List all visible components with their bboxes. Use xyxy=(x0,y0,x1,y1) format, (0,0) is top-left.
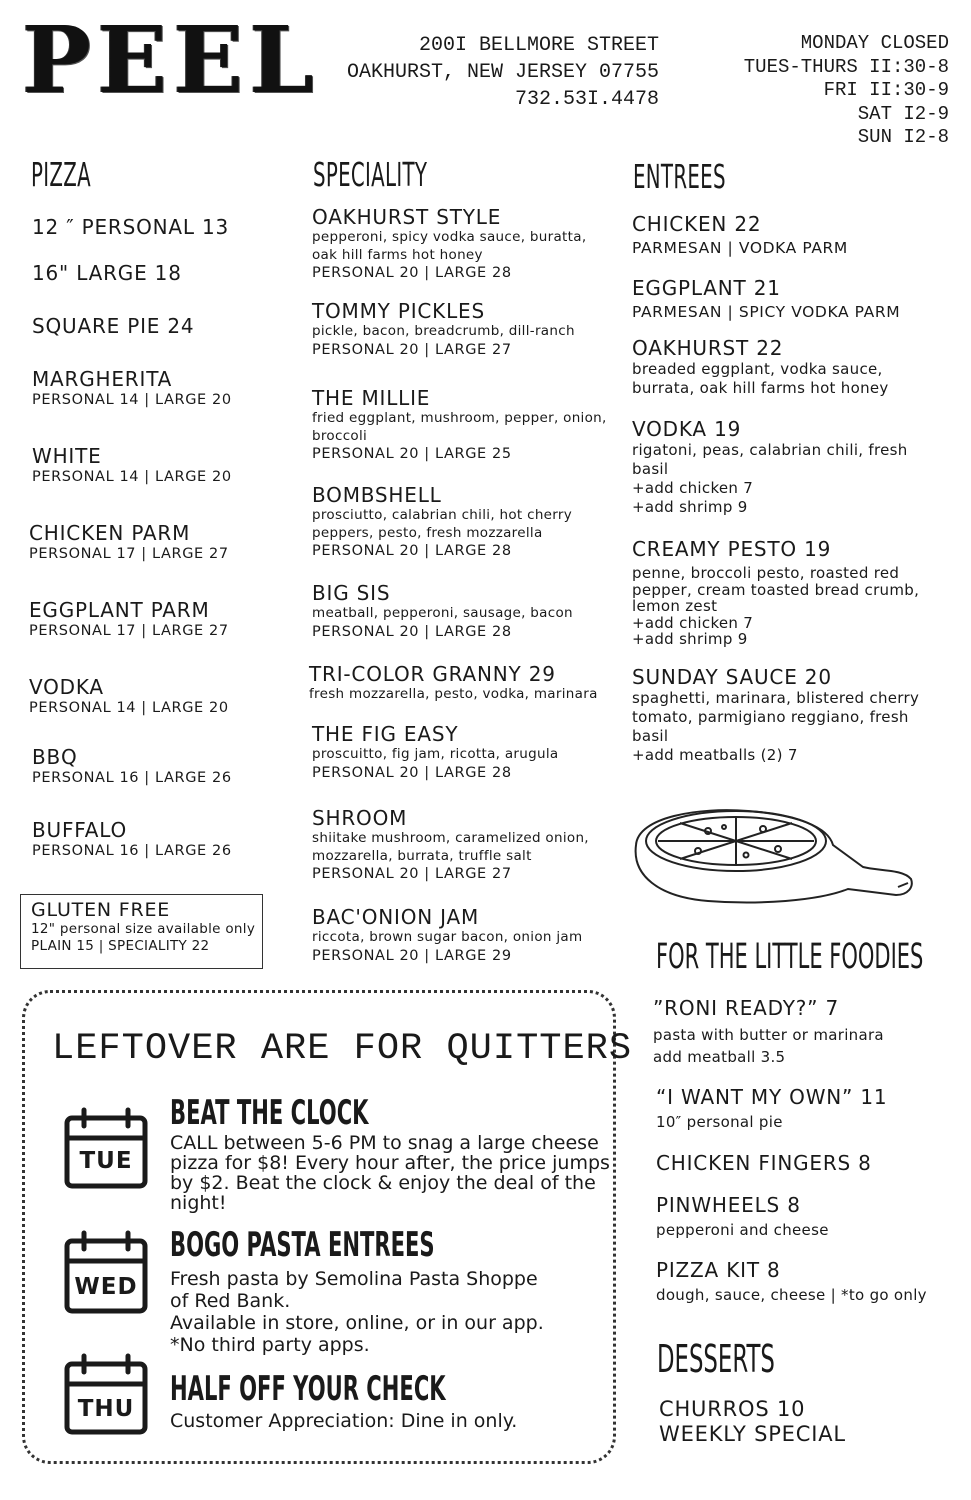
menu-item xyxy=(29,521,229,564)
item-name: PIZZA KIT 8 xyxy=(656,1258,781,1282)
item-description: basil xyxy=(632,727,669,745)
calendar-icon xyxy=(62,1229,150,1315)
item-name: CHICKEN FINGERS 8 xyxy=(656,1151,872,1175)
promo-title: LEFTOVER ARE FOR QUITTERS xyxy=(52,1028,633,1070)
item-name: SHROOM xyxy=(312,806,408,830)
menu-item xyxy=(32,444,232,487)
item-name: TOMMY PICKLES xyxy=(312,299,485,323)
item-name: GLUTEN FREE xyxy=(31,899,171,921)
menu-item xyxy=(312,905,582,965)
item-description: dough, sauce, cheese | *to go only xyxy=(656,1286,927,1304)
address-block xyxy=(347,32,659,113)
item-prices: PERSONAL 16 | LARGE 26 xyxy=(32,770,232,786)
item-prices: PERSONAL 20 | LARGE 27 xyxy=(312,866,512,882)
item-name: BBQ xyxy=(32,745,78,769)
item-prices: PERSONAL 20 | LARGE 28 xyxy=(312,543,512,559)
item-prices: PERSONAL 17 | LARGE 27 xyxy=(29,623,229,639)
item-description: spaghetti, marinara, blistered cherry xyxy=(632,689,920,707)
item-addon: +add meatballs (2) 7 xyxy=(632,746,798,764)
menu-item xyxy=(632,417,908,517)
item-name: THE FIG EASY xyxy=(312,722,459,746)
item-prices: PLAIN 15 | SPECIALITY 22 xyxy=(31,938,210,954)
dessert-item: CHURROS 10 xyxy=(659,1397,806,1421)
item-prices: PERSONAL 17 | LARGE 27 xyxy=(29,546,229,562)
menu-item xyxy=(32,367,232,410)
menu-item xyxy=(29,675,229,718)
deal-text-line: Fresh pasta by Semolina Pasta Shoppe xyxy=(170,1268,538,1290)
item-name: 12 ″ PERSONAL 13 xyxy=(32,215,230,239)
logo: PEEL xyxy=(22,6,321,114)
menu-item xyxy=(32,314,194,338)
pizza-peel-illustration xyxy=(628,805,918,905)
item-addon: add meatball 3.5 xyxy=(653,1048,786,1066)
item-description: lemon zest xyxy=(632,597,718,615)
gluten-free-box xyxy=(20,894,263,969)
deal-title: HALF OFF YOUR CHECK xyxy=(170,1369,446,1409)
calendar-icon xyxy=(62,1352,150,1436)
menu-item xyxy=(632,665,919,765)
item-name: EGGPLANT 21 xyxy=(632,276,781,300)
deal-text-line: CALL between 5-6 PM to snag a large cheese xyxy=(170,1132,599,1154)
calendar-day-label: WED xyxy=(74,1274,138,1300)
speciality-section-title: SPECIALITY xyxy=(313,155,428,194)
hours-line: TUES-THURS II:30-8 xyxy=(743,55,949,78)
deal-text-line: pizza for $8! Every hour after, the price jumps xyxy=(170,1152,610,1174)
menu-item xyxy=(632,212,848,260)
hours-line: SUN I2-8 xyxy=(857,126,949,148)
item-description: 12" personal size available only xyxy=(31,921,256,937)
dessert-item: WEEKLY SPECIAL xyxy=(659,1422,846,1446)
item-description: oak hill farms hot honey xyxy=(312,246,483,263)
item-prices: PERSONAL 20 | LARGE 25 xyxy=(312,446,512,462)
item-description: mozzarella, burrata, truffle salt xyxy=(312,847,532,864)
menu-item xyxy=(632,336,889,398)
menu-item xyxy=(312,581,573,641)
menu-item xyxy=(312,483,572,560)
item-description: tomato, parmigiano reggiano, fresh xyxy=(632,708,909,726)
menu-item xyxy=(32,215,229,239)
deal-text-line: of Red Bank. xyxy=(170,1290,291,1312)
menu-item xyxy=(632,276,900,324)
item-name: VODKA xyxy=(29,675,104,699)
dessert-list xyxy=(659,1397,846,1447)
item-name: BAC'ONION JAM xyxy=(312,905,480,929)
item-description: riccota, brown sugar bacon, onion jam xyxy=(312,929,583,945)
menu-item xyxy=(312,722,558,782)
item-addon: +add chicken 7 xyxy=(632,479,754,497)
deal-description xyxy=(170,1268,544,1356)
deal-text-line: night! xyxy=(170,1192,227,1214)
item-addon: +add shrimp 9 xyxy=(632,498,748,516)
item-name: CREAMY PESTO 19 xyxy=(632,537,832,561)
item-name: BOMBSHELL xyxy=(312,483,442,507)
menu-item xyxy=(312,299,575,359)
item-name: SQUARE PIE 24 xyxy=(32,314,195,338)
item-description: fried eggplant, mushroom, pepper, onion, xyxy=(312,410,607,426)
item-description: penne, broccoli pesto, roasted red xyxy=(632,564,900,582)
item-prices: PERSONAL 20 | LARGE 28 xyxy=(312,764,512,781)
deal-description xyxy=(170,1411,517,1431)
menu-item xyxy=(656,1085,887,1133)
item-prices: PERSONAL 20 | LARGE 29 xyxy=(312,947,512,964)
item-name: PINWHEELS 8 xyxy=(656,1193,801,1217)
deal-text-line: Customer Appreciation: Dine in only. xyxy=(170,1410,518,1432)
item-prices: PERSONAL 14 | LARGE 20 xyxy=(29,700,229,716)
menu-item xyxy=(32,818,232,861)
item-prices: PERSONAL 20 | LARGE 27 xyxy=(312,341,512,358)
item-description: peppers, pesto, fresh mozzarella xyxy=(312,524,543,541)
deal-title: BOGO PASTA ENTREES xyxy=(170,1225,435,1265)
item-name: MARGHERITA xyxy=(32,367,173,391)
deal-text-line: *No third party apps. xyxy=(170,1334,370,1356)
item-prices: PERSONAL 14 | LARGE 20 xyxy=(32,469,232,485)
item-options: PARMESAN | SPICY VODKA PARM xyxy=(632,303,901,321)
pizza-section-title: PIZZA xyxy=(31,155,91,194)
menu-item xyxy=(312,205,586,282)
item-name: OAKHURST 22 xyxy=(632,336,784,360)
address-line: OAKHURST, NEW JERSEY 07755 xyxy=(346,61,659,84)
item-description: burrata, oak hill farms hot honey xyxy=(632,379,889,397)
item-name: THE MILLIE xyxy=(312,386,431,410)
item-description: breaded eggplant, vodka sauce, xyxy=(632,360,883,378)
item-options: PARMESAN | VODKA PARM xyxy=(632,239,848,257)
item-prices: PERSONAL 16 | LARGE 26 xyxy=(32,843,232,859)
item-addon: +add chicken 7 xyxy=(632,613,754,632)
item-name: EGGPLANT PARM xyxy=(29,598,210,622)
entrees-section-title: ENTREES xyxy=(633,157,726,196)
menu-item xyxy=(632,537,919,648)
item-description: prosciutto, calabrian chili, hot cherry xyxy=(312,507,573,523)
menu-item xyxy=(32,261,182,285)
hours-block xyxy=(744,32,949,150)
item-description: pasta with butter or marinara xyxy=(653,1026,884,1044)
item-description: 10″ personal pie xyxy=(656,1113,783,1131)
deal-description xyxy=(170,1133,610,1213)
item-name: VODKA 19 xyxy=(632,417,742,441)
address-line: 200I BELLMORE STREET xyxy=(418,34,659,57)
item-description: broccoli xyxy=(312,427,368,444)
calendar-day-label: THU xyxy=(77,1396,135,1422)
item-description: proscuitto, fig jam, ricotta, arugula xyxy=(312,746,559,762)
item-description: pepperoni and cheese xyxy=(656,1221,829,1239)
item-name: 16" LARGE 18 xyxy=(32,261,182,285)
calendar-icon xyxy=(62,1106,150,1190)
hours-line: FRI II:30-9 xyxy=(823,79,949,101)
menu-item xyxy=(656,1258,927,1306)
item-name: CHICKEN 22 xyxy=(632,212,762,236)
menu-item xyxy=(309,662,598,704)
hours-line: SAT I2-9 xyxy=(857,102,949,125)
item-name: BUFFALO xyxy=(32,818,127,842)
item-description: pepper, cream toasted bread crumb, xyxy=(632,580,920,599)
item-description: basil xyxy=(632,460,669,478)
item-prices: PERSONAL 14 | LARGE 20 xyxy=(32,392,232,408)
menu-item xyxy=(653,996,884,1068)
phone-number: 732.53I.4478 xyxy=(514,88,659,111)
item-description: pepperoni, spicy vodka sauce, buratta, xyxy=(312,229,587,245)
item-description: shiitake mushroom, caramelized onion, xyxy=(312,830,589,846)
menu-item xyxy=(32,745,232,788)
menu-item xyxy=(656,1151,872,1175)
menu-item xyxy=(29,598,229,641)
item-prices: PERSONAL 20 | LARGE 28 xyxy=(312,623,512,640)
item-name: BIG SIS xyxy=(312,581,391,605)
item-description: rigatoni, peas, calabrian chili, fresh xyxy=(632,441,908,459)
item-name: WHITE xyxy=(32,444,102,468)
calendar-day-label: TUE xyxy=(79,1148,133,1174)
item-name: ”RONI READY?” 7 xyxy=(653,996,840,1020)
menu-item xyxy=(312,806,589,883)
deal-text-line: by $2. Beat the clock & enjoy the deal of the xyxy=(170,1172,596,1194)
desserts-section-title: DESSERTS xyxy=(657,1337,775,1381)
hours-line: MONDAY CLOSED xyxy=(800,32,949,54)
menu-item xyxy=(312,386,607,463)
deal-title: BEAT THE CLOCK xyxy=(170,1093,369,1133)
item-name: TRI-COLOR GRANNY 29 xyxy=(309,662,556,686)
menu-item xyxy=(656,1193,829,1241)
item-description: meatball, pepperoni, sausage, bacon xyxy=(312,605,573,621)
item-name: SUNDAY SAUCE 20 xyxy=(632,665,832,689)
item-prices: PERSONAL 20 | LARGE 28 xyxy=(312,265,512,281)
item-description: pickle, bacon, breadcrumb, dill-ranch xyxy=(312,323,575,339)
item-name: OAKHURST STYLE xyxy=(312,205,502,229)
item-name: “I WANT MY OWN” 11 xyxy=(656,1085,888,1109)
deal-text-line: Available in store, online, or in our app. xyxy=(170,1312,544,1334)
item-description: fresh mozzarella, pesto, vodka, marinara xyxy=(309,686,598,702)
item-addon: +add shrimp 9 xyxy=(632,630,748,648)
item-name: CHICKEN PARM xyxy=(29,521,191,545)
kids-section-title: FOR THE LITTLE FOODIES xyxy=(656,937,924,977)
